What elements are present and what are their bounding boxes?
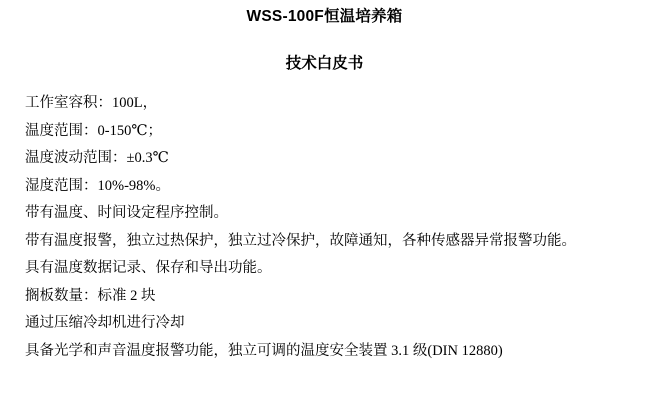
- spec-line: 具有温度数据记录、保存和导出功能。: [25, 260, 272, 276]
- spec-line: 工作室容积：100L，: [25, 95, 158, 111]
- page-title: WSS-100F恒温培养箱: [246, 8, 403, 25]
- spec-line: 通过压缩冷却机进行冷却: [25, 315, 185, 331]
- specification-list: [0, 74, 649, 365]
- spec-line: 具备光学和声音温度报警功能，独立可调的温度安全装置 3.1 级(DIN 12880): [25, 342, 503, 359]
- spec-line: 温度范围：0-150℃；: [25, 122, 163, 139]
- spec-line: 带有温度、时间设定程序控制。: [25, 205, 228, 221]
- spec-line: 搁板数量：标准 2 块: [25, 287, 156, 304]
- spec-line: 带有温度报警，独立过热保护，独立过冷保护，故障通知，各种传感器异常报警功能。: [25, 232, 576, 249]
- spec-line: 湿度范围：10%-98%。: [25, 177, 170, 194]
- page-subtitle: 技术白皮书: [285, 55, 364, 72]
- spec-line: 温度波动范围：±0.3℃: [25, 150, 169, 166]
